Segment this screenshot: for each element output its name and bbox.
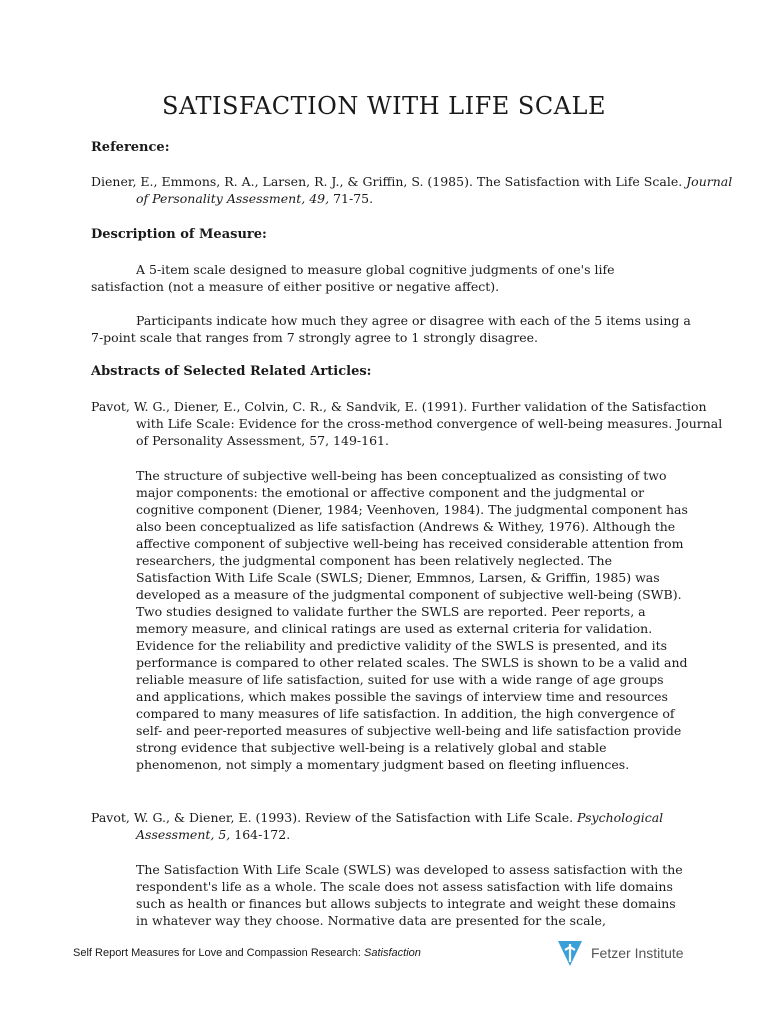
abstracts-heading: Abstracts of Selected Related Articles: [91, 364, 372, 379]
reference-authors: Diener, E., Emmons, R. A., Larsen, R. J., & Griffin, S. (1985). The Satisfaction with Life Scale. [91, 174, 687, 189]
article2-journal: Psychological Assessment, 5, [136, 810, 664, 842]
article1-abstract: The structure of subjective well-being has been conceptualized as consisting of two major components: the emotional or affective component and the judgmental or cognitive component (Diener, 1984; Veenhoven, 1984). The judgmental component has also been conceptualized as life satisfaction (Andrews & Withey, 1976). Although the affective component of subjective well-being has received considerable attention from researchers, the judgmental component has been relatively neglected. The Satisfaction With Life Scale (SWLS; Diener, Emmnos, Larsen, & Griffin, 1985) was developed as a measure of the judgmental component of subjective well-being (SWB). Two studies designed to validate further the SWLS are reported. Peer reports, a memory measure, and clinical ratings are used as external criteria for validation. Evidence for the reliability and predictive validity of the SWLS is presented, and its performance is compared to other related scales. The SWLS is shown to be a valid and reliable measure of life satisfaction, suited for use with a wide range of age groups and applications, which makes possible the savings of interview time and resources compared to many measures of life satisfaction. In addition, the high convergence of self- and peer-reported measures of subjective well-being and life satisfaction provide strong evidence that subjective well-being is a relatively global and stable phenomenon, not simply a momentary judgment based on fleeting influences. [136, 468, 688, 772]
description-paragraph-2: Participants indicate how much they agree or disagree with each of the 5 items using a 7-point scale that ranges from 7 strongly agree to 1 strongly disagree. [91, 313, 691, 345]
reference-citation [91, 173, 736, 207]
article2-pages: 164-172. [230, 827, 291, 842]
footer-topic: Satisfaction [364, 947, 421, 959]
article2-abstract: The Satisfaction With Life Scale (SWLS) was developed to assess satisfaction with the respondent's life as a whole. The scale does not assess satisfaction with life domains such as health or finances but allows subjects to integrate and weight these domains in whatever way they choose. Normative data are presented for the scale, [136, 862, 683, 928]
page-title: SATISFACTION WITH LIFE SCALE [162, 92, 606, 120]
footer-series-title [73, 947, 421, 959]
article1-citation: Pavot, W. G., Diener, E., Colvin, C. R., & Sandvik, E. (1991). Further validation of the Satisfaction with Life Scale: Evidence for the cross-method convergence of well-being measures. Journal of Personality Assessment, 57, 149-161. [91, 399, 723, 448]
article2-authors: Pavot, W. G., & Diener, E. (1993). Review of the Satisfaction with Life Scale. [91, 810, 578, 825]
fetzer-logo-text: Fetzer Institute [591, 945, 684, 961]
fetzer-logo-icon [555, 938, 585, 968]
description-paragraph-1: A 5-item scale designed to measure global cognitive judgments of one's life satisfaction (not a measure of either positive or negative affect). [91, 262, 615, 294]
reference-pages: 71-75. [329, 191, 374, 206]
article2-citation [91, 809, 736, 843]
reference-heading: Reference: [91, 140, 170, 155]
footer-text: Self Report Measures for Love and Compassion Research: [73, 947, 365, 959]
description-heading: Description of Measure: [91, 227, 267, 242]
reference-journal: Journal of Personality Assessment, 49, [136, 174, 733, 206]
fetzer-logo [555, 938, 684, 968]
